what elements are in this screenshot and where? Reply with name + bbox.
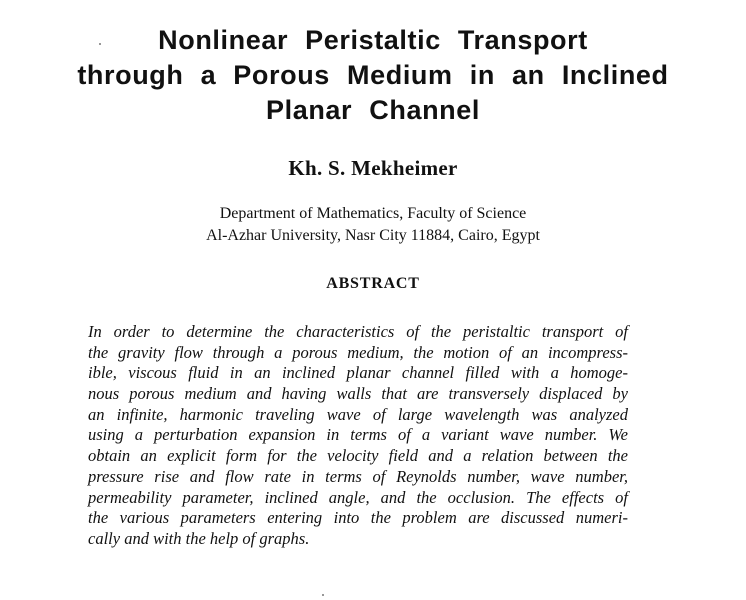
- abstract-line: ible, viscous fluid in an inclined planar channel filled with a homoge-: [88, 363, 628, 383]
- author-name: Kh. S. Mekheimer: [288, 156, 458, 180]
- abstract-line: the various parameters entering into the problem are discussed numeri-: [88, 508, 628, 528]
- abstract-line: an infinite, harmonic traveling wave of large wavelength was analyzed: [88, 404, 628, 424]
- scan-speck: [322, 594, 324, 596]
- abstract-body: [88, 322, 628, 550]
- abstract-heading: ABSTRACT: [326, 275, 420, 292]
- abstract-line: permeability parameter, inclined angle, and the occlusion. The effects of: [88, 487, 628, 507]
- abstract-line: obtain an explicit form for the velocity field and a relation between the: [88, 446, 628, 466]
- abstract-line: nous porous medium and having walls that are transversely displaced by: [88, 384, 628, 404]
- title-line-2: through a Porous Medium in an Inclined: [77, 60, 669, 90]
- abstract-line: In order to determine the characteristics of the peristaltic transport of: [88, 322, 628, 341]
- title-line-1: Nonlinear Peristaltic Transport: [158, 25, 588, 55]
- abstract-line: using a perturbation expansion in terms of a variant wave number. We: [88, 425, 628, 445]
- affiliation-line-2: Al-Azhar University, Nasr City 11884, Cairo, Egypt: [206, 227, 540, 244]
- affiliation-line-1: Department of Mathematics, Faculty of Science: [219, 205, 527, 222]
- title-line-3: Planar Channel: [266, 95, 480, 125]
- abstract-line: pressure rise and flow rate in terms of Reynolds number, wave number,: [88, 466, 628, 486]
- abstract-line: cally and with the help of graphs.: [88, 528, 310, 548]
- abstract-line: the gravity flow through a porous medium, the motion of an incompress-: [88, 342, 628, 362]
